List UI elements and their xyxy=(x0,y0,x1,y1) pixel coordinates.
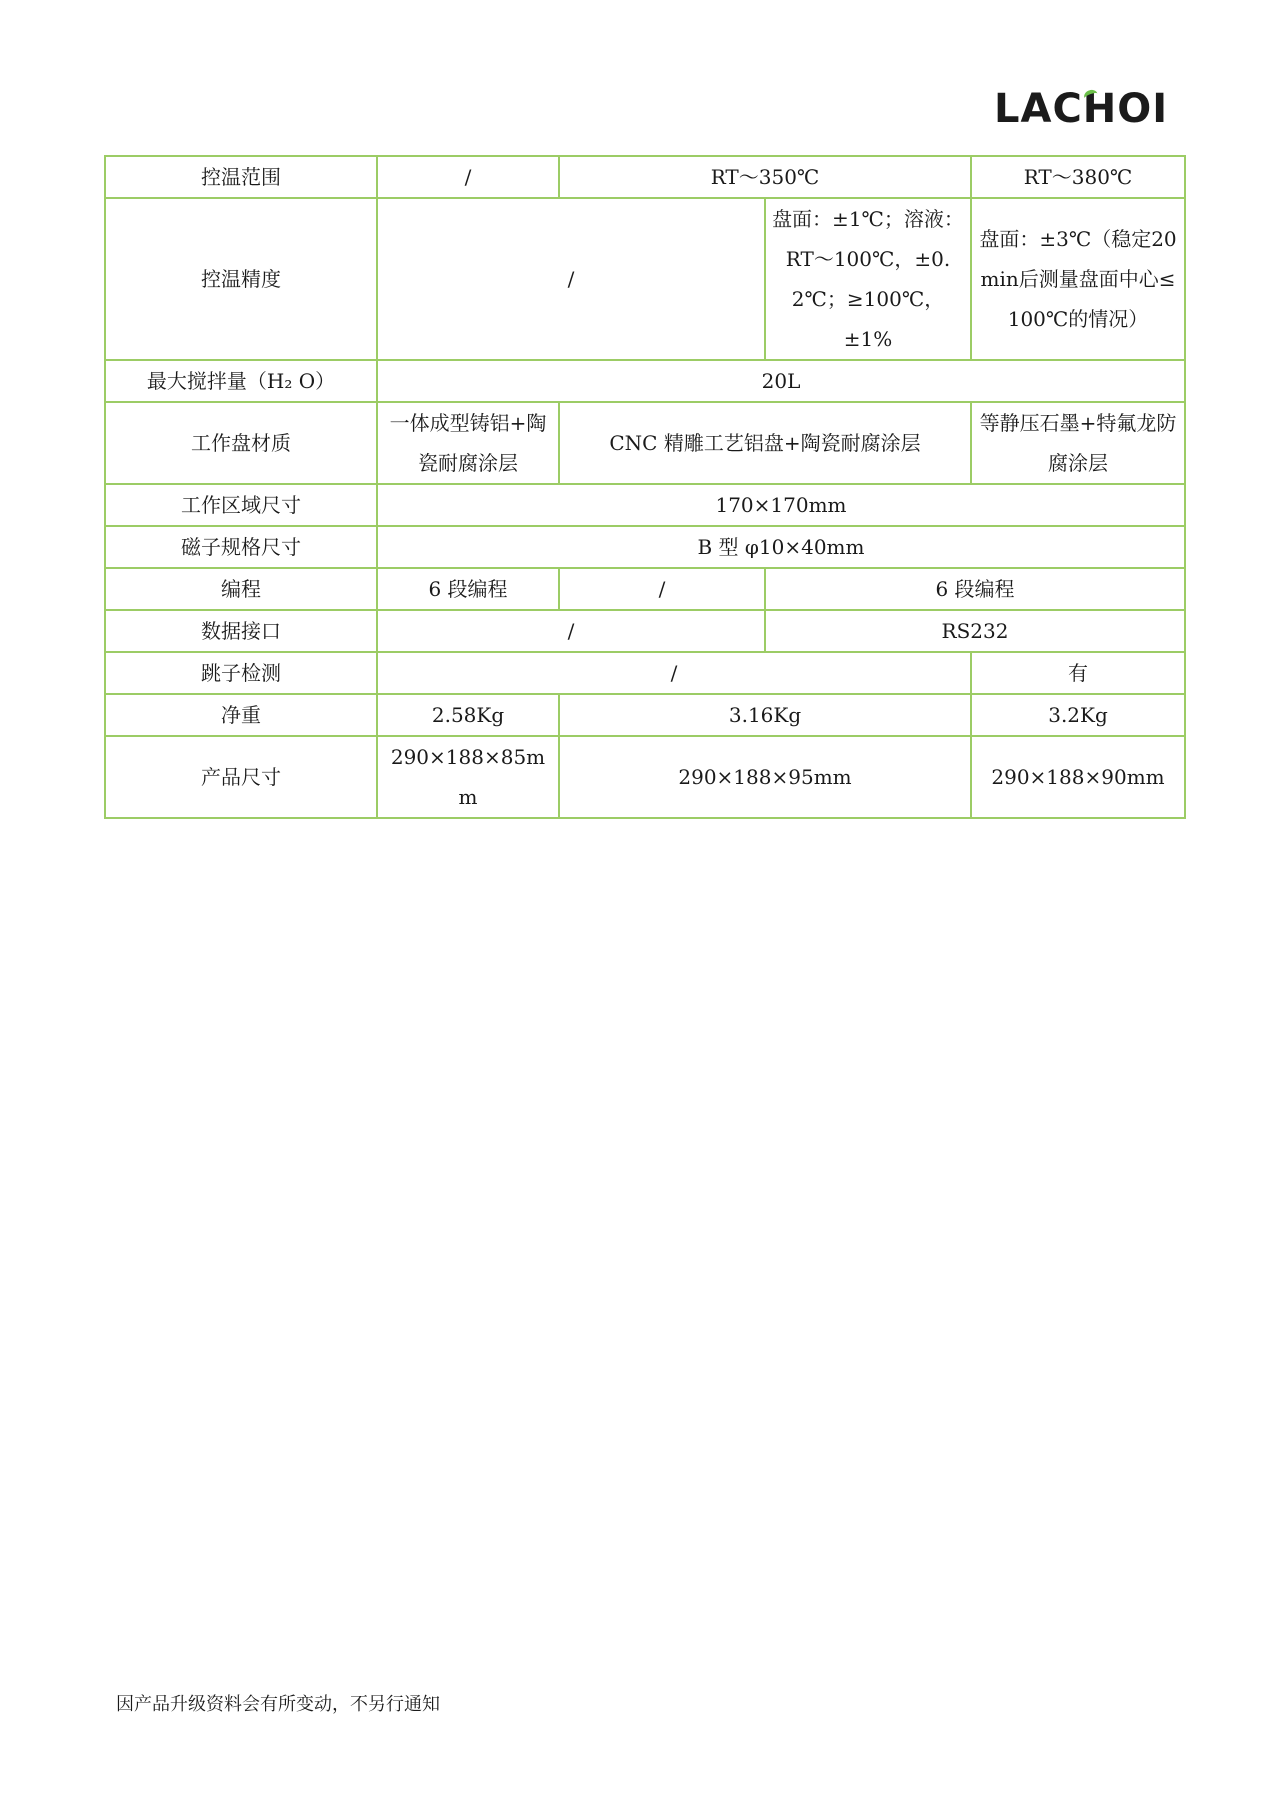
cell-value: RT～350℃ xyxy=(559,156,971,198)
cell-value: B 型 φ10×40mm xyxy=(377,526,1185,568)
row-label: 跳子检测 xyxy=(105,652,377,694)
cell-value: CNC 精雕工艺铝盘+陶瓷耐腐涂层 xyxy=(559,402,971,484)
row-label: 工作盘材质 xyxy=(105,402,377,484)
table-row xyxy=(105,484,1185,526)
cell-value: RS232 xyxy=(765,610,1185,652)
table-row xyxy=(105,736,1185,818)
logo-text: LACHOI xyxy=(994,86,1169,132)
table-row xyxy=(105,156,1185,198)
cell-value: 2.58Kg xyxy=(377,694,559,736)
cell-value: 一体成型铸铝+陶瓷耐腐涂层 xyxy=(377,402,559,484)
cell-value: / xyxy=(377,156,559,198)
table-row xyxy=(105,610,1185,652)
cell-value: 290×188×85mm xyxy=(377,736,559,818)
cell-value: 170×170mm xyxy=(377,484,1185,526)
cell-value: / xyxy=(377,198,765,360)
row-label: 净重 xyxy=(105,694,377,736)
cell-value: / xyxy=(559,568,765,610)
footer-note: 因产品升级资料会有所变动，不另行通知 xyxy=(116,1694,440,1715)
row-label: 产品尺寸 xyxy=(105,736,377,818)
table-row xyxy=(105,360,1185,402)
row-label: 最大搅拌量（H₂ O） xyxy=(105,360,377,402)
row-label: 工作区域尺寸 xyxy=(105,484,377,526)
cell-value: 20L xyxy=(377,360,1185,402)
spec-table xyxy=(104,155,1186,819)
cell-value: 6 段编程 xyxy=(765,568,1185,610)
cell-value: 有 xyxy=(971,652,1185,694)
row-label: 控温精度 xyxy=(105,198,377,360)
cell-value: 6 段编程 xyxy=(377,568,559,610)
cell-value: 290×188×90mm xyxy=(971,736,1185,818)
cell-value: 盘面：±1℃；溶液：RT～100℃，±0.2℃；≥100℃，±1% xyxy=(765,198,971,360)
row-label: 编程 xyxy=(105,568,377,610)
cell-value: RT～380℃ xyxy=(971,156,1185,198)
cell-value: 盘面：±3℃（稳定20min后测量盘面中心≤100℃的情况） xyxy=(971,198,1185,360)
row-label: 控温范围 xyxy=(105,156,377,198)
table-row xyxy=(105,652,1185,694)
table-row xyxy=(105,402,1185,484)
row-label: 数据接口 xyxy=(105,610,377,652)
cell-value: / xyxy=(377,610,765,652)
row-label: 磁子规格尺寸 xyxy=(105,526,377,568)
cell-value: 3.2Kg xyxy=(971,694,1185,736)
table-row xyxy=(105,198,1185,360)
cell-value: 3.16Kg xyxy=(559,694,971,736)
table-row xyxy=(105,526,1185,568)
table-row xyxy=(105,568,1185,610)
table-row xyxy=(105,694,1185,736)
cell-value: 等静压石墨+特氟龙防腐涂层 xyxy=(971,402,1185,484)
cell-value: 290×188×95mm xyxy=(559,736,971,818)
brand-logo xyxy=(994,88,1174,130)
cell-value: / xyxy=(377,652,971,694)
